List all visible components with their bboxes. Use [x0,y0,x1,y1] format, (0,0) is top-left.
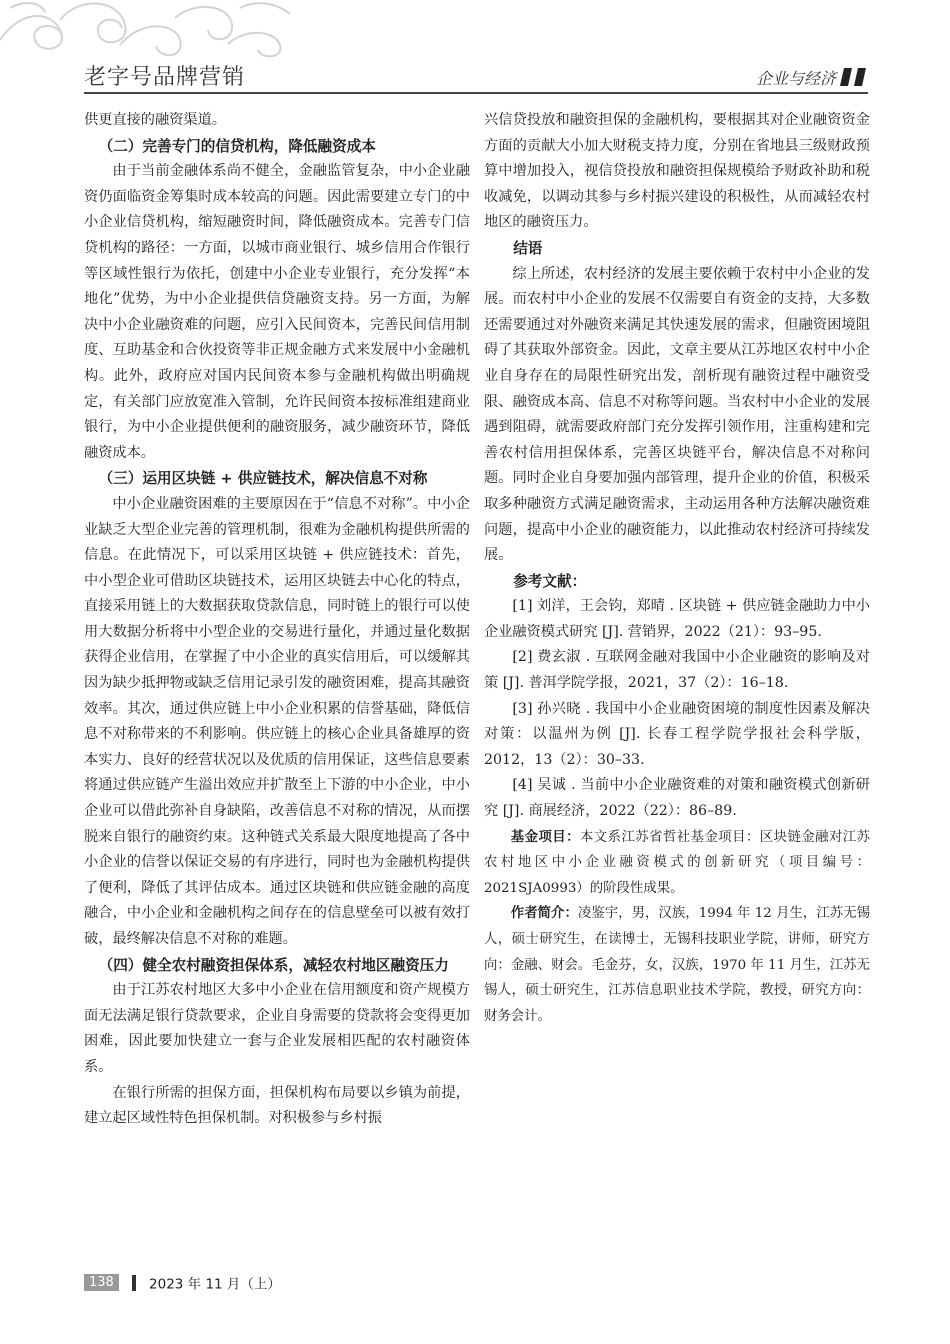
section-heading: （二）完善专门的信贷机构，降低融资成本 [98,137,376,155]
paragraph: 综上所述，农村经济的发展主要依赖于农村中小企业的发展。而农村中小企业的发展不仅需要自有资金的支持，大多数还需要通过对外融资来满足其快速发展的需求，但融资困境阻碍了其获取外部资金。因此，文章主要从江苏地区农村中小企业自身存在的局限性研究出发，剖析现有融资过程中融资受限、融资成本高、信息不对称等问题。当农村中小企业的发展遇到阻碍，就需要政府部门充分发挥引领作用，注重构建和完善农村信用担保体系，完善区块链平台，解决信息不对称问题。同时企业自身要加强内部管理，提升企业的价值，积极采取多种融资方式满足融资需求，主动运用各种方法解决融资难问题，提高中小企业的融资能力，以此推动农村经济可持续发展。 [484,265,870,564]
paragraph: 兴信贷投放和融资担保的金融机构，要根据其对企业融资资金方面的贡献大小加大财税支持力度，分别在省地县三级财政预算中增加投入，视信贷投放和融资担保规模给予财政补助和税收减免，以调动其参与乡村振兴建设的积极性，从而减轻农村地区的融资压力。 [484,112,870,231]
author-info [484,901,870,1029]
section-bars-icon [840,68,868,86]
header-divider [84,92,868,94]
issue-date: 2023 年 11 月（上） [149,1276,281,1293]
fund-text: 本文系江苏省哲社基金项目：区块链金融对江苏农村地区中小企业融资模式的创新研究（项目编号：2021SJA0993）的阶段性成果。 [484,829,871,896]
reference-item: [3] 孙兴晓 . 我国中小企业融资困境的制度性因素及解决对策：以温州为例 [J]. 长春工程学院学报社会科学版，2012，13（2）：30–33. [484,700,870,768]
author-text: 凌鉴宇，男，汉族，1994 年 12 月生，江苏无锡人，硕士研究生，在读博士，无锡科技职业学院，讲师，研究方向：金融、财会。毛金芬，女，汉族，1970 年 11 月生，江苏无锡人，硕士研究生，江苏信息职业技术学院，教授，研究方向：财务会计。 [484,906,871,1024]
fund-label: 基金项目： [510,829,580,845]
page-number: 138 [84,1274,119,1291]
left-column [84,108,470,1132]
reference-list [484,594,870,824]
right-column [484,108,870,1029]
section-heading: （三）运用区块链 + 供应链技术，解决信息不对称 [98,470,428,488]
paragraph: 供更直接的融资渠道。 [84,112,226,128]
journal-name: 老字号品牌营销 [84,65,246,90]
reference-item: [4] 吴诚 . 当前中小企业融资难的对策和融资模式创新研究 [J]. 商展经济，2022（22）：86–89. [484,777,870,820]
paragraph: 由于当前金融体系尚不健全，金融监管复杂，中小企业融资仍面临资金筹集时成本较高的问题。因此需要建立专门的中小企业信贷机构，缩短融资时间，降低融资成本。完善专门信贷机构的路径：一方面，以城市商业银行、城乡信用合作银行等区域性银行为依托，创建中小企业专业银行，充分发挥“本地化”优势，为中小企业提供信贷融资支持。另一方面，为解决中小企业融资难的问题，应引入民间资本，完善民间信用制度、互助基金和合伙投资等非正规金融方式来发展中小金融机构。此外，政府应对国内民间资本参与金融机构做出明确规定，有关部门应放宽准入管制，允许民间资本按标准组建商业银行，为中小企业提供便利的融资服务，减少融资环节，降低融资成本。 [84,163,470,461]
footer-divider [132,1275,136,1291]
paragraph: 由于江苏农村地区大多中小企业在信用额度和资产规模方面无法满足银行贷款要求，企业自身需要的贷款将会变得更加困难，因此要加快建立一套与企业发展相匹配的农村融资体系。 [84,982,470,1075]
paragraph: 在银行所需的担保方面，担保机构布局要以乡镇为前提，建立起区域性特色担保机制。对积极参与乡村振 [84,1084,470,1127]
page-footer [84,1272,281,1294]
author-label: 作者简介： [510,906,578,922]
paragraph: 中小企业融资困难的主要原因在于“信息不对称”。中小企业缺乏大型企业完善的管理机制，很难为金融机构提供所需的信息。在此情况下，可以采用区块链 + 供应链技术：首先，中小型企业可借助区块链技术，运用区块链去中心化的特点，直接采用链上的大数据获取贷款信息，同时链上的银行可以使用大数据分析将中小型企业的交易进行量化，并通过量化数据获得企业信用，在掌握了中小企业的真实信用后，可以缓解其因为缺少抵押物或缺乏信用记录引发的融资困难，提高其融资效率。其次，通过供应链上中小企业积累的信誉基础，降低信息不对称带来的不利影响。供应链上的核心企业具备雄厚的资本实力、良好的经营状况以及优质的信用保证，这些信息要素将通过供应链产生溢出效应并扩散至上下游的中小企业，中小企业可以借此弥补自身缺陷，改善信息不对称的情况，从而摆脱来自银行的融资约束。这种链式关系最大限度地提高了各中小企业的信誉以保证交易的有序进行，同时也为金融机构提供了便利，降低了其评估成本。通过区块链和供应链金融的高度融合，中小企业和金融机构之间存在的信息壁垒可以被有效打破，最终解决信息不对称的难题。 [84,495,470,947]
reference-item: [1] 刘洋，王会钧，郑晴 . 区块链 + 供应链金融助力中小企业融资模式研究 [J]. 营销界，2022（21）：93–95. [484,598,870,640]
page-header [0,0,950,92]
section-heading: （四）健全农村融资担保体系，减轻农村地区融资压力 [98,956,449,974]
conclusion-heading: 结语 [513,239,543,257]
section-name: 企业与经济 [755,69,836,88]
reference-item: [2] 费玄淑 . 互联网金融对我国中小企业融资的影响及对策 [J]. 普洱学院学报，2021，37（2）：16–18. [484,649,870,692]
references-heading: 参考文献： [513,572,587,590]
fund-info [484,825,870,902]
